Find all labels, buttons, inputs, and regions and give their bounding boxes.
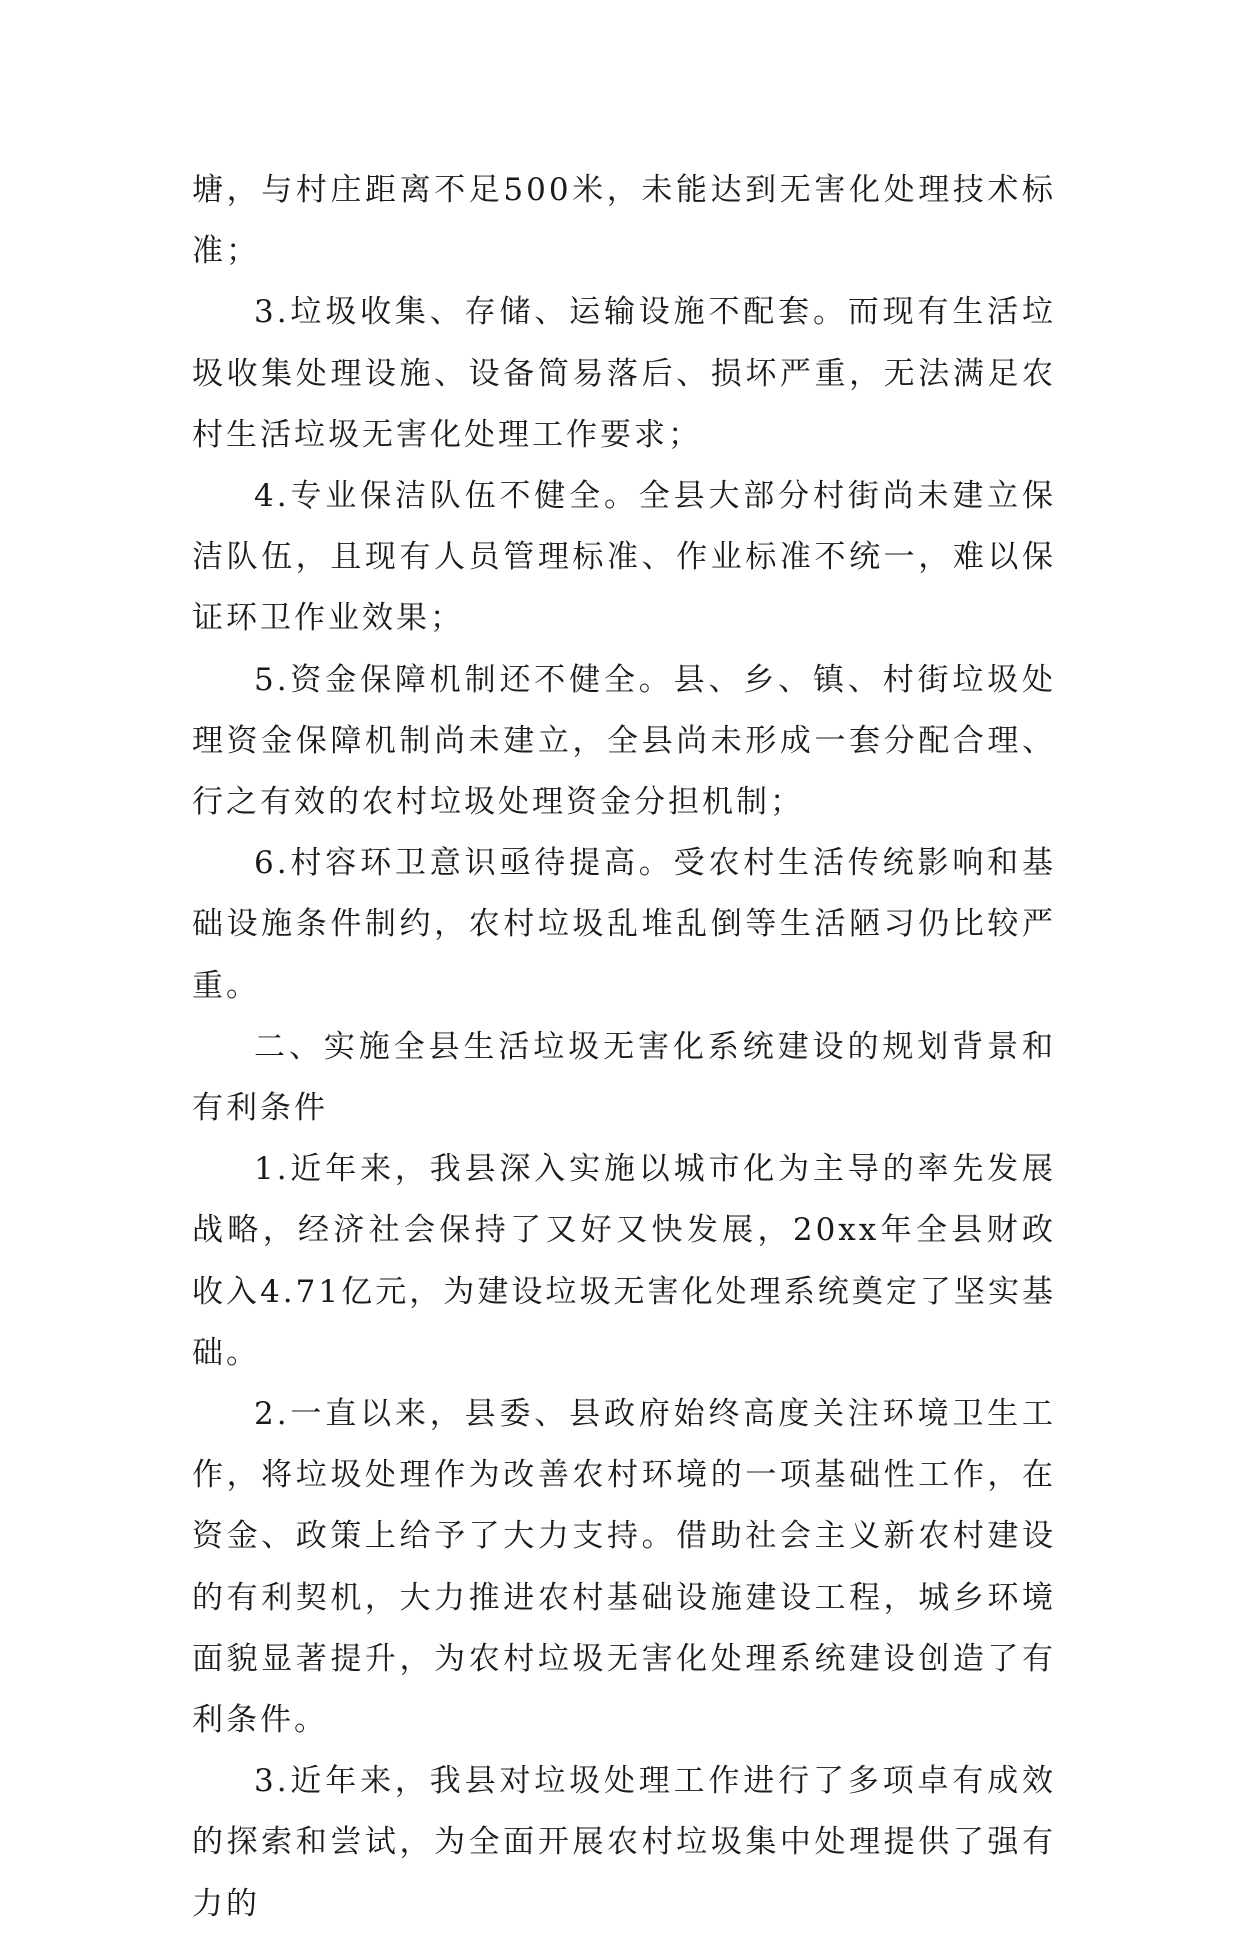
paragraph-condition-1: 1.近年来，我县深入实施以城市化为主导的率先发展战略，经济社会保持了又好又快发展，20xx年全县财政收入4.71亿元，为建设垃圾无害化处理系统奠定了坚实基础。 [192,1151,1056,1371]
paragraph-item-3: 3.垃圾收集、存储、运输设施不配套。而现有生活垃圾收集处理设施、设备简易落后、损坏严重，无法满足农村生活垃圾无害化处理工作要求； [192,294,1056,453]
paragraph-item-5: 5.资金保障机制还不健全。县、乡、镇、村街垃圾处理资金保障机制尚未建立，全县尚未形成一套分配合理、行之有效的农村垃圾处理资金分担机制； [192,661,1056,821]
paragraph-item-4: 4.专业保洁队伍不健全。全县大部分村街尚未建立保洁队伍，且现有人员管理标准、作业标准不统一，难以保证环卫作业效果； [192,478,1056,637]
section-heading-2: 二、实施全县生活垃圾无害化系统建设的规划背景和有利条件 [192,1028,1056,1127]
paragraph-condition-3: 3.近年来，我县对垃圾处理工作进行了多项卓有成效的探索和尝试，为全面开展农村垃圾集中处理提供了强有力的 [192,1763,1056,1922]
paragraph-continued: 塘，与村庄距离不足500米，未能达到无害化处理技术标准； [192,172,1056,270]
paragraph-item-6: 6.村容环卫意识亟待提高。受农村生活传统影响和基础设施条件制约，农村垃圾乱堆乱倒等生活陋习仍比较严重。 [192,845,1056,1004]
paragraph-condition-2: 2.一直以来，县委、县政府始终高度关注环境卫生工作，将垃圾处理作为改善农村环境的一项基础性工作，在资金、政策上给予了大力支持。借助社会主义新农村建设的有利契机，大力推进农村基础设施建设工程，城乡环境面貌显著提升，为农村垃圾无害化处理系统建设创造了有利条件。 [192,1396,1056,1739]
document-body [192,160,1056,1935]
